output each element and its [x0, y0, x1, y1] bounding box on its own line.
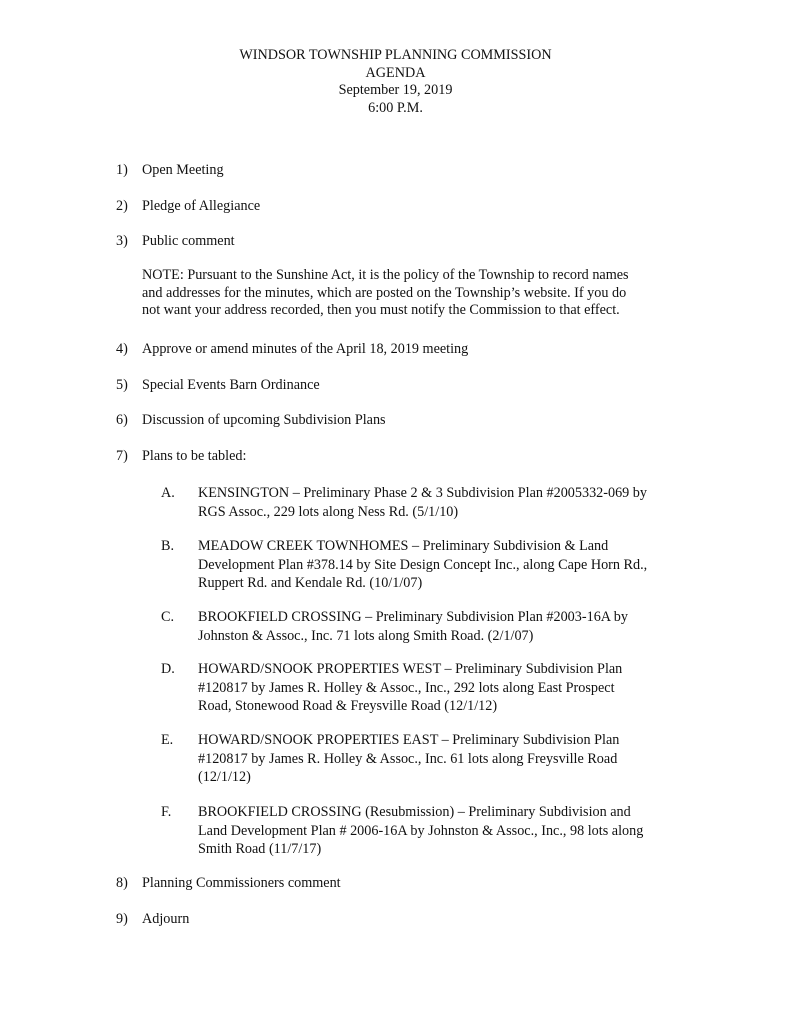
plan-description — [198, 537, 718, 593]
plan-line: #120817 by James R. Holley & Assoc., Inc., 292 lots along East Prospect — [198, 679, 615, 696]
plan-letter: D. — [161, 661, 175, 677]
item-number: 6) — [116, 412, 128, 428]
commission-title: WINDSOR TOWNSHIP PLANNING COMMISSION — [239, 47, 552, 63]
item-text: Open Meeting — [142, 162, 224, 178]
plan-description — [198, 484, 718, 521]
agenda-header — [0, 47, 791, 117]
item-number: 1) — [116, 162, 128, 178]
meeting-time: 6:00 P.M. — [368, 99, 423, 116]
agenda-item-1 — [116, 161, 224, 179]
item-number: 2) — [116, 198, 128, 214]
item-text: Special Events Barn Ordinance — [142, 377, 320, 393]
note-line: NOTE: Pursuant to the Sunshine Act, it is the policy of the Township to record names — [142, 267, 629, 283]
plan-letter: A. — [161, 485, 175, 501]
agenda-item-7 — [116, 447, 246, 465]
agenda-item-2 — [116, 197, 260, 215]
plan-line: Road, Stonewood Road & Freysville Road (12/1/12) — [198, 698, 498, 714]
item-text: Plans to be tabled: — [142, 448, 247, 464]
plan-letter: F. — [161, 804, 172, 820]
plan-letter: C. — [161, 609, 175, 625]
agenda-item-6 — [116, 411, 386, 429]
meeting-date: September 19, 2019 — [338, 82, 453, 98]
item-text: Pledge of Allegiance — [142, 198, 261, 214]
agenda-title: AGENDA — [365, 64, 426, 81]
plan-line: HOWARD/SNOOK PROPERTIES EAST – Preliminary Subdivision Plan — [198, 732, 620, 748]
plan-description — [198, 660, 718, 716]
plan-line: HOWARD/SNOOK PROPERTIES WEST – Preliminary Subdivision Plan — [198, 661, 623, 677]
agenda-item-4 — [116, 340, 468, 358]
plan-line: Land Development Plan # 2006-16A by Johnston & Assoc., Inc., 98 lots along — [198, 822, 644, 839]
item-number: 9) — [116, 911, 128, 927]
agenda-item-3 — [116, 232, 235, 250]
item-text: Discussion of upcoming Subdivision Plans — [142, 412, 386, 428]
plan-description — [198, 608, 718, 645]
item-number: 5) — [116, 377, 128, 393]
plan-line: RGS Assoc., 229 lots along Ness Rd. (5/1/10) — [198, 503, 459, 520]
item-text: Adjourn — [142, 911, 190, 927]
plan-line: BROOKFIELD CROSSING – Preliminary Subdivision Plan #2003-16A by — [198, 609, 628, 625]
plan-line: Johnston & Assoc., Inc. 71 lots along Smith Road. (2/1/07) — [198, 627, 534, 644]
note-line: and addresses for the minutes, which are posted on the Township’s website. If you do — [142, 284, 627, 301]
sunshine-act-note — [142, 267, 742, 320]
plan-line: Smith Road (11/7/17) — [198, 841, 322, 857]
plan-line: MEADOW CREEK TOWNHOMES – Preliminary Subdivision & Land — [198, 538, 609, 554]
plan-line: KENSINGTON – Preliminary Phase 2 & 3 Subdivision Plan #2005332-069 by — [198, 485, 647, 501]
item-number: 7) — [116, 448, 128, 464]
item-number: 8) — [116, 875, 128, 891]
item-text: Approve or amend minutes of the April 18, 2019 meeting — [142, 341, 469, 357]
note-line: not want your address recorded, then you must notify the Commission to that effect. — [142, 302, 620, 318]
item-number: 3) — [116, 233, 128, 249]
agenda-item-5 — [116, 376, 320, 394]
plan-line: Development Plan #378.14 by Site Design Concept Inc., along Cape Horn Rd., — [198, 556, 648, 573]
plan-line: (12/1/12) — [198, 769, 251, 785]
item-number: 4) — [116, 341, 128, 357]
plan-letter: B. — [161, 538, 175, 554]
plan-description — [198, 803, 718, 859]
plan-description — [198, 731, 718, 787]
plan-line: Ruppert Rd. and Kendale Rd. (10/1/07) — [198, 575, 423, 591]
item-text: Planning Commissioners comment — [142, 875, 341, 891]
plan-line: #120817 by James R. Holley & Assoc., Inc. 61 lots along Freysville Road — [198, 750, 618, 767]
agenda-item-9 — [116, 910, 189, 928]
agenda-item-8 — [116, 874, 341, 892]
plan-letter: E. — [161, 732, 174, 748]
plan-line: BROOKFIELD CROSSING (Resubmission) – Preliminary Subdivision and — [198, 804, 631, 820]
item-text: Public comment — [142, 233, 235, 249]
